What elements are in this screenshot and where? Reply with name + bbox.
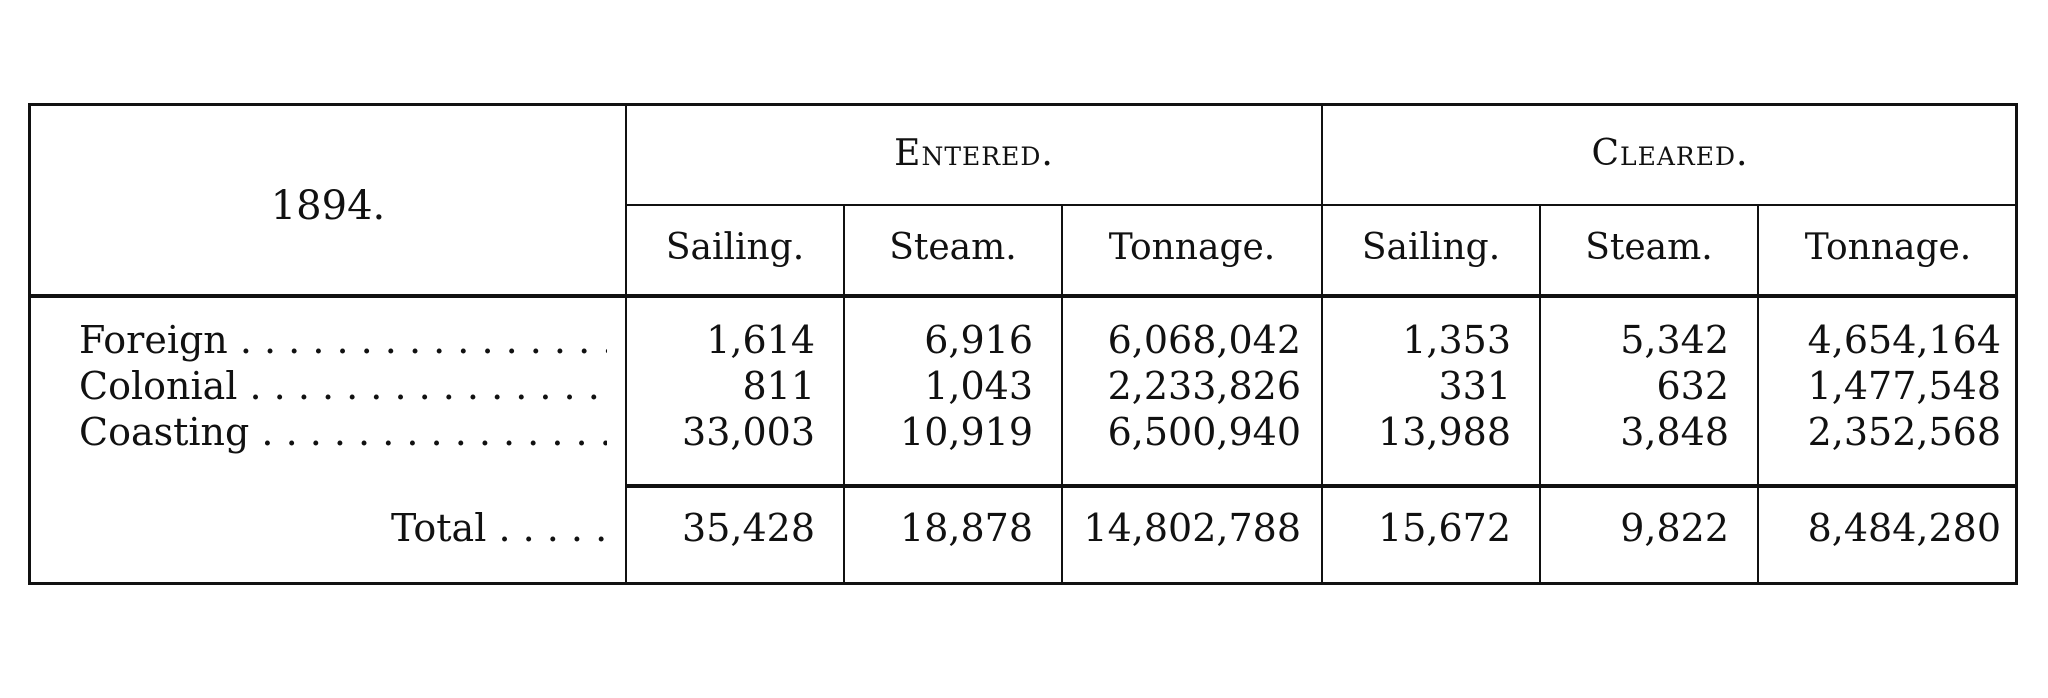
entered-header: Entered. (894, 133, 1054, 174)
row-label-foreign: Foreign . . . (79, 316, 607, 364)
row-label-colonial: Colonial . . . (79, 362, 607, 410)
cleared-header: Cleared. (1591, 133, 1749, 174)
colonial-cleared-sailing: 331 (1438, 364, 1511, 408)
coasting-cleared-steam: 3,848 (1620, 410, 1729, 454)
coasting-entered-steam: 10,919 (900, 410, 1033, 454)
colonial-cleared-steam: 632 (1656, 364, 1729, 408)
total-cleared-tonnage: 8,484,280 (1807, 506, 2001, 550)
total-cleared-steam: 9,822 (1620, 506, 1729, 550)
total-entered-tonnage: 14,802,788 (1083, 506, 1301, 550)
coasting-entered-tonnage: 6,500,940 (1107, 410, 1301, 454)
coasting-cleared-sailing: 13,988 (1378, 410, 1511, 454)
total-entered-steam: 18,878 (900, 506, 1033, 550)
foreign-entered-steam: 6,916 (924, 318, 1033, 362)
foreign-cleared-sailing: 1,353 (1402, 318, 1511, 362)
colonial-cleared-tonnage: 1,477,548 (1807, 364, 2001, 408)
foreign-entered-tonnage: 6,068,042 (1107, 318, 1301, 362)
divider-under-groups (627, 204, 2017, 206)
coasting-cleared-tonnage: 2,352,568 (1807, 410, 2001, 454)
shipping-table (28, 103, 2018, 585)
foreign-cleared-tonnage: 4,654,164 (1807, 318, 2001, 362)
year-header: 1894. (270, 183, 386, 229)
column-header-entered-steam: Steam. (889, 227, 1017, 268)
colonial-entered-sailing: 811 (742, 364, 815, 408)
divider-under-header (31, 294, 2017, 298)
column-header-entered-sailing: Sailing. (665, 227, 805, 268)
total-cleared-sailing: 15,672 (1378, 506, 1511, 550)
colonial-entered-tonnage: 2,233,826 (1107, 364, 1301, 408)
total-entered-sailing: 35,428 (682, 506, 815, 550)
coasting-entered-sailing: 33,003 (682, 410, 815, 454)
column-header-entered-tonnage: Tonnage. (1108, 227, 1276, 268)
row-label-total: Total . . . (391, 504, 607, 552)
foreign-cleared-steam: 5,342 (1620, 318, 1729, 362)
column-header-cleared-tonnage: Tonnage. (1804, 227, 1972, 268)
foreign-entered-sailing: 1,614 (706, 318, 815, 362)
column-header-cleared-steam: Steam. (1585, 227, 1713, 268)
divider-above-total (627, 484, 2017, 488)
colonial-entered-steam: 1,043 (924, 364, 1033, 408)
column-header-cleared-sailing: Sailing. (1361, 227, 1501, 268)
row-label-coasting: Coasting . . . (79, 408, 607, 456)
